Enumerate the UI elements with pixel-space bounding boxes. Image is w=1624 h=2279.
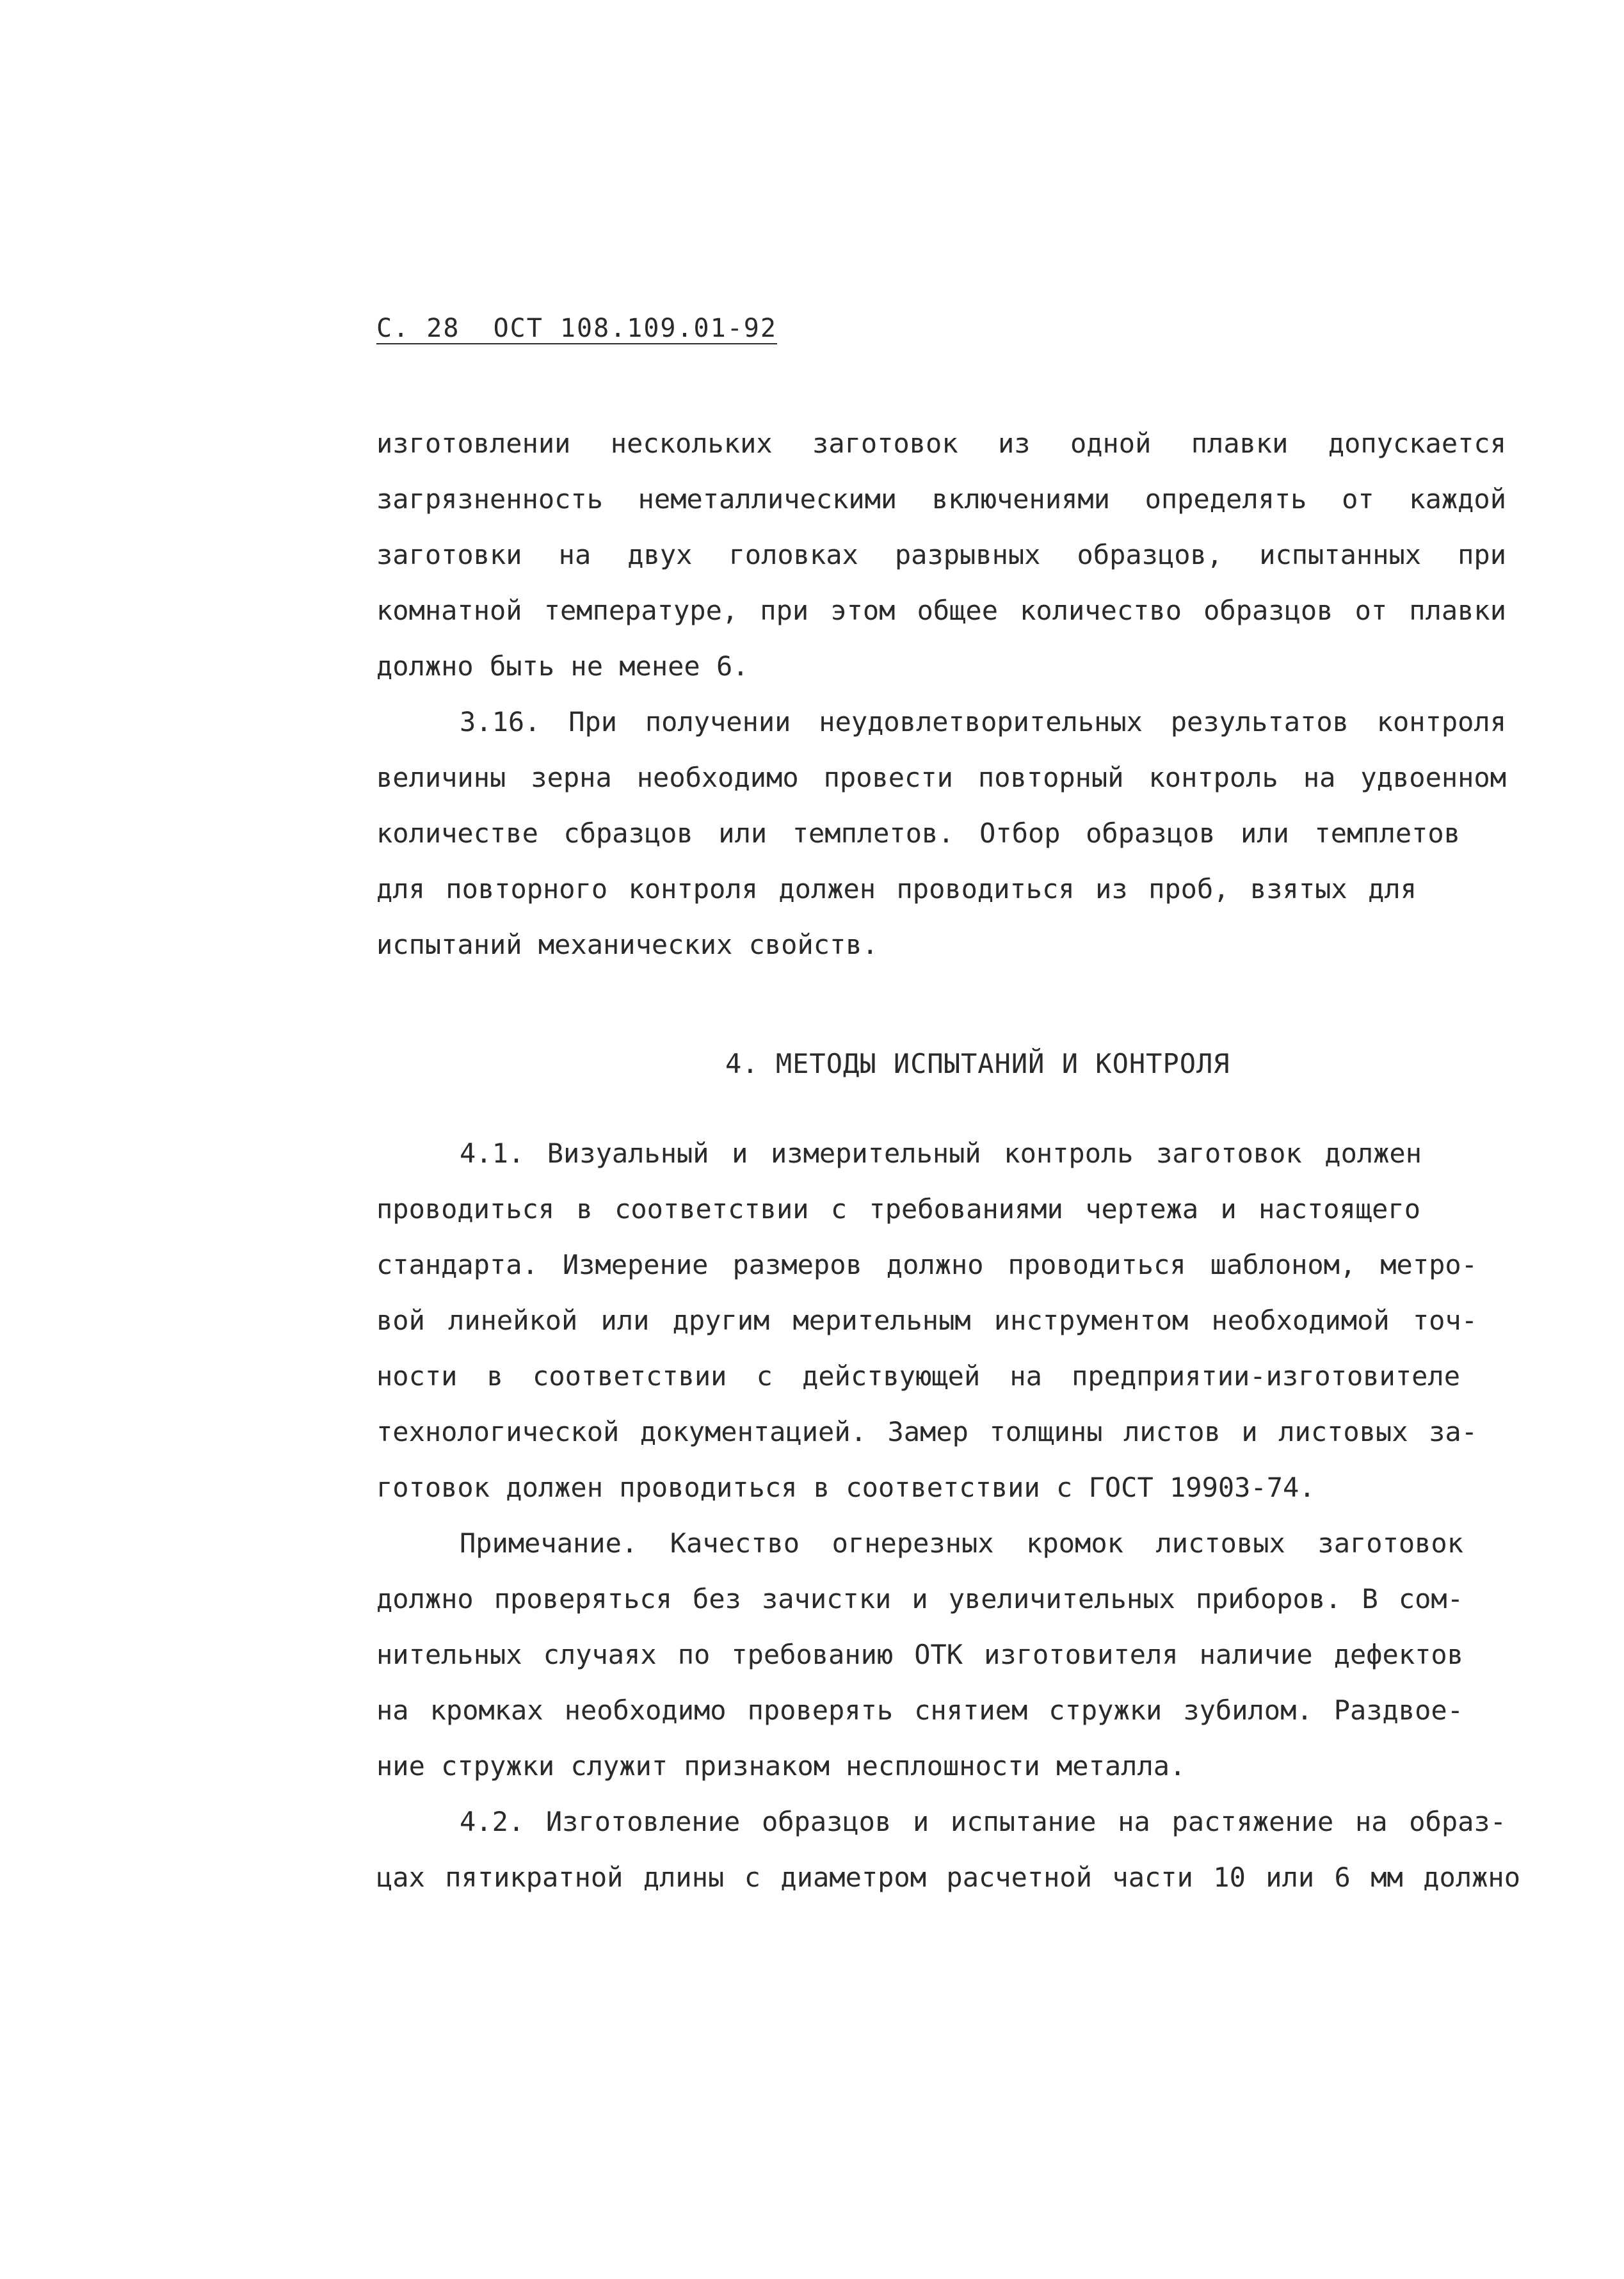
paragraph-3-line-7: готовок должен проводиться в соответствии с ГОСТ 19903-74. xyxy=(376,1472,1315,1503)
paragraph-1-line-5: должно быть не менее 6. xyxy=(376,650,749,682)
paragraph-4-line-5: ние стружки служит признаком несплошности металла. xyxy=(376,1750,1186,1782)
paragraph-4-line-3: нительных случаях по требованию ОТК изготовителя наличие дефектов xyxy=(376,1639,1463,1670)
paragraph-2-line-1: 3.16. При получении неудовлетворительных результатов контроля xyxy=(460,706,1506,737)
paragraph-2-line-5: испытаний механических свойств. xyxy=(376,929,878,960)
page-header: С. 28 ОСТ 108.109.01-92 xyxy=(376,314,777,343)
paragraph-3-line-6: технологической документацией. Замер толщины листов и листовых за- xyxy=(376,1416,1477,1447)
paragraph-3-line-2: проводиться в соответствии с требованиями чертежа и настоящего xyxy=(376,1193,1420,1225)
paragraph-1-line-2: загрязненность неметаллическими включениями определять от каждой xyxy=(376,483,1506,515)
paragraph-5-line-2: цах пятикратной длины с диаметром расчетной части 10 или 6 мм должно xyxy=(376,1862,1520,1893)
paragraph-1-line-4: комнатной температуре, при этом общее количество образцов от плавки xyxy=(376,595,1506,626)
paragraph-1-line-1: изготовлении нескольких заготовок из одной плавки допускается xyxy=(376,428,1506,459)
paragraph-3-line-4: вой линейкой или другим мерительным инструментом необходимой точ- xyxy=(376,1305,1477,1336)
paragraph-3-line-3: стандарта. Измерение размеров должно проводиться шаблоном, метро- xyxy=(376,1249,1477,1280)
paragraph-3-line-1: 4.1. Визуальный и измерительный контроль заготовок должен xyxy=(460,1138,1422,1169)
paragraph-2-line-2: величины зерна необходимо провести повторный контроль на удвоенном xyxy=(376,762,1506,793)
paragraph-3-line-5: ности в соответствии с действующей на предприятии-изготовителе xyxy=(376,1360,1460,1392)
paragraph-2-line-3: количестве сбразцов или темплетов. Отбор образцов или темплетов xyxy=(376,817,1460,849)
paragraph-5-line-1: 4.2. Изготовление образцов и испытание на растяжение на образ- xyxy=(460,1806,1506,1837)
section-heading: 4. МЕТОДЫ ИСПЫТАНИЙ И КОНТРОЛЯ xyxy=(725,1048,1230,1079)
paragraph-2-line-4: для повторного контроля должен проводиться из проб, взятых для xyxy=(376,873,1417,905)
paragraph-1-line-3: заготовки на двух головках разрывных образцов, испытанных при xyxy=(376,539,1506,570)
paragraph-4-line-1: Примечание. Качество огнерезных кромок листовых заготовок xyxy=(460,1527,1463,1559)
paragraph-4-line-2: должно проверяться без зачистки и увеличительных приборов. В сом- xyxy=(376,1583,1463,1615)
paragraph-4-line-4: на кромках необходимо проверять снятием стружки зубилом. Раздвое- xyxy=(376,1695,1463,1726)
